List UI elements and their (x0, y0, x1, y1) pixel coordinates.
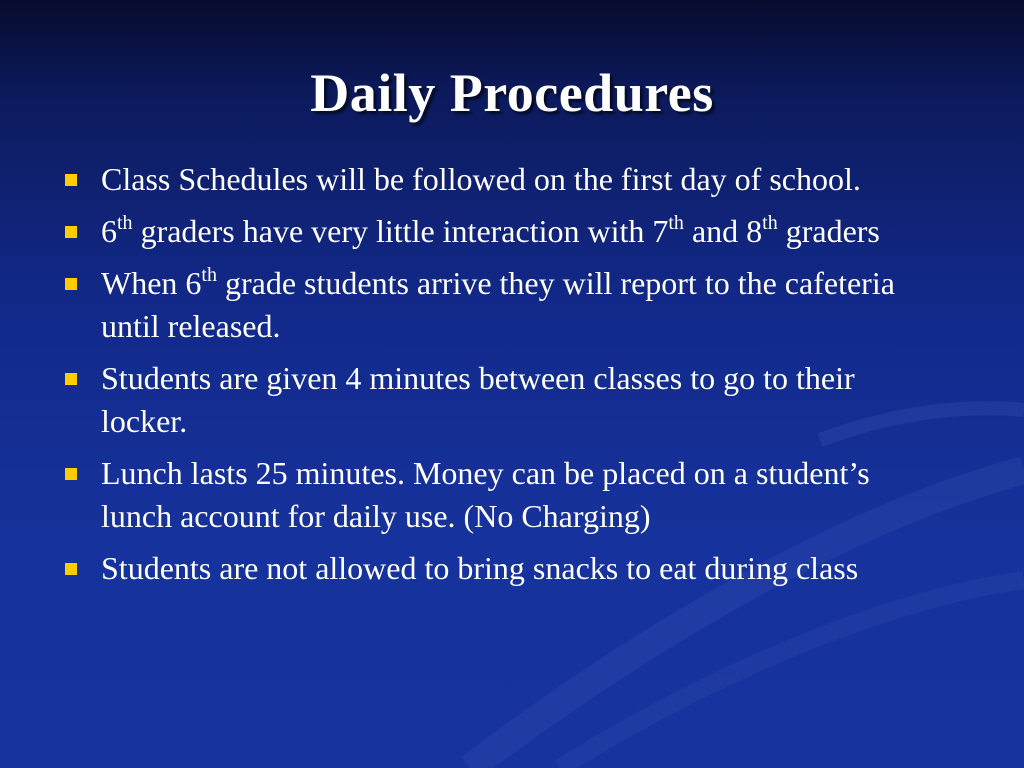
square-bullet-icon (65, 278, 77, 290)
bullet-text: Students are not allowed to bring snacks to eat during class (101, 550, 859, 586)
slide-title: Daily Procedures (310, 63, 714, 123)
bullet-item-arrival (64, 262, 944, 348)
bullet-item-lunch (64, 452, 944, 538)
bullet-text: 6th graders have very little interaction with 7th and 8th graders (101, 212, 880, 249)
bullet-text: When 6th grade students arrive they will report to the cafeteria until released. (101, 264, 895, 344)
bullet-text: Class Schedules will be followed on the first day of school. (101, 161, 861, 197)
square-bullet-icon (65, 468, 77, 480)
bullet-item-grade-interaction (64, 210, 944, 253)
bullet-text: Students are given 4 minutes between classes to go to their locker. (101, 360, 855, 439)
bullet-item-passing-time (64, 357, 944, 443)
bullet-item-snacks (64, 547, 944, 590)
square-bullet-icon (65, 563, 77, 575)
bullet-text: Lunch lasts 25 minutes. Money can be placed on a student’s lunch account for daily use. (No Charging) (101, 455, 870, 534)
swoosh-arc-2 (560, 580, 1024, 768)
square-bullet-icon (65, 174, 77, 186)
bullet-item-schedules (64, 158, 944, 201)
square-bullet-icon (65, 373, 77, 385)
bullet-list (64, 158, 944, 599)
square-bullet-icon (65, 226, 77, 238)
